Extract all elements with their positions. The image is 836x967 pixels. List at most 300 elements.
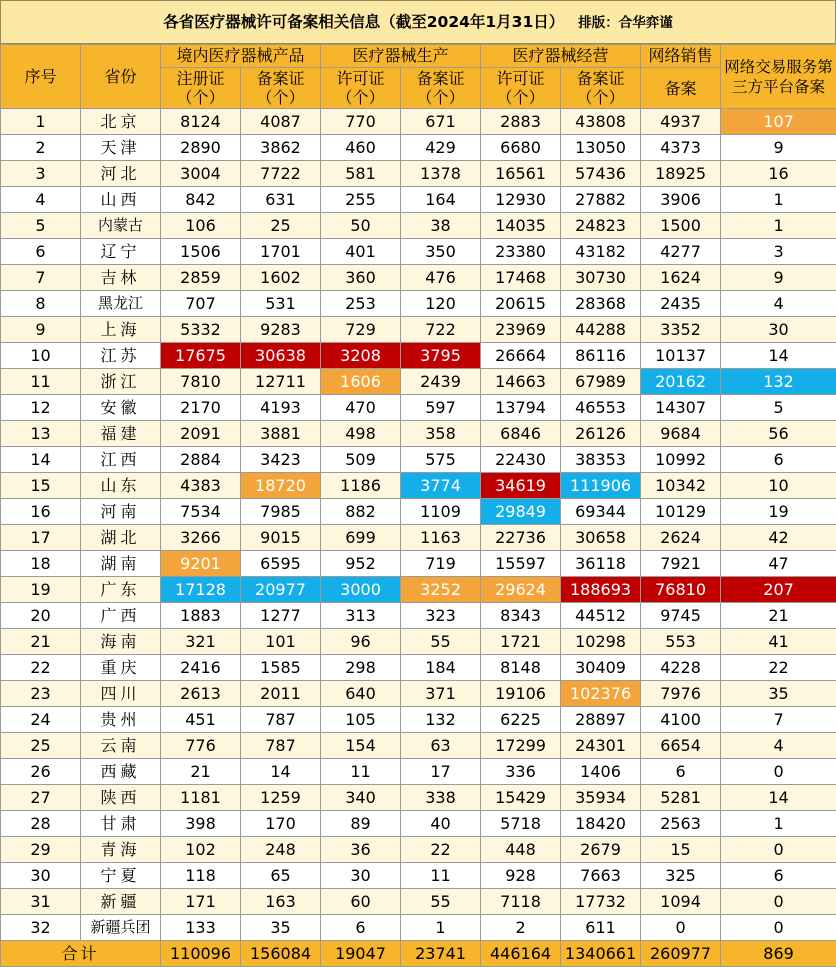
cell-value: 4383	[161, 473, 241, 499]
cell-value: 111906	[561, 473, 641, 499]
cell-value: 18925	[641, 161, 721, 187]
cell-value: 105	[321, 707, 401, 733]
cell-value: 581	[321, 161, 401, 187]
cell-value: 18420	[561, 811, 641, 837]
title-text: 各省医疗器械许可备案相关信息（截至2024年1月31日）	[163, 13, 564, 31]
cell-value: 7	[721, 707, 836, 733]
table-row	[1, 785, 836, 811]
cell-value: 952	[321, 551, 401, 577]
cell-province: 江西	[81, 447, 161, 473]
cell-value: 184	[401, 655, 481, 681]
cell-value: 10137	[641, 343, 721, 369]
total-value: 1340661	[561, 941, 641, 967]
cell-value: 597	[401, 395, 481, 421]
cell-value: 770	[321, 109, 401, 135]
cell-value: 4373	[641, 135, 721, 161]
cell-value: 9	[721, 135, 836, 161]
cell-value: 38353	[561, 447, 641, 473]
cell-province: 湖北	[81, 525, 161, 551]
total-value: 156084	[241, 941, 321, 967]
cell-value: 498	[321, 421, 401, 447]
cell-value: 23380	[481, 239, 561, 265]
cell-value: 14	[721, 785, 836, 811]
cell-value: 2624	[641, 525, 721, 551]
cell-value: 1163	[401, 525, 481, 551]
cell-value: 0	[721, 915, 836, 941]
cell-value: 207	[721, 577, 836, 603]
cell-value: 6225	[481, 707, 561, 733]
cell-value: 5	[721, 395, 836, 421]
cell-value: 2439	[401, 369, 481, 395]
cell-value: 4087	[241, 109, 321, 135]
cell-value: 882	[321, 499, 401, 525]
cell-value: 255	[321, 187, 401, 213]
total-value: 260977	[641, 941, 721, 967]
cell-value: 14307	[641, 395, 721, 421]
cell-seq: 11	[1, 369, 81, 395]
cell-value: 164	[401, 187, 481, 213]
cell-value: 509	[321, 447, 401, 473]
cell-seq: 13	[1, 421, 81, 447]
cell-value: 17	[401, 759, 481, 785]
table-title	[0, 0, 836, 44]
cell-province: 甘肃	[81, 811, 161, 837]
cell-value: 35	[721, 681, 836, 707]
cell-province: 广西	[81, 603, 161, 629]
table-row	[1, 603, 836, 629]
cell-province: 广东	[81, 577, 161, 603]
cell-province: 陕西	[81, 785, 161, 811]
header-reg-cert: 注册证（个）	[161, 68, 241, 109]
cell-value: 451	[161, 707, 241, 733]
cell-value: 30	[321, 863, 401, 889]
table-row	[1, 733, 836, 759]
cell-value: 28897	[561, 707, 641, 733]
table-row	[1, 447, 836, 473]
table-row	[1, 681, 836, 707]
cell-value: 17128	[161, 577, 241, 603]
cell-value: 30409	[561, 655, 641, 681]
cell-value: 1	[401, 915, 481, 941]
table-row	[1, 187, 836, 213]
cell-seq: 31	[1, 889, 81, 915]
cell-value: 16	[721, 161, 836, 187]
cell-value: 63	[401, 733, 481, 759]
cell-province: 山西	[81, 187, 161, 213]
cell-seq: 28	[1, 811, 81, 837]
cell-value: 47	[721, 551, 836, 577]
table-body	[1, 109, 836, 941]
cell-value: 0	[721, 889, 836, 915]
cell-value: 448	[481, 837, 561, 863]
cell-value: 15	[641, 837, 721, 863]
cell-value: 323	[401, 603, 481, 629]
cell-value: 1181	[161, 785, 241, 811]
cell-value: 26664	[481, 343, 561, 369]
cell-value: 9	[721, 265, 836, 291]
table-row	[1, 161, 836, 187]
cell-value: 170	[241, 811, 321, 837]
cell-value: 89	[321, 811, 401, 837]
cell-value: 2435	[641, 291, 721, 317]
cell-value: 928	[481, 863, 561, 889]
cell-value: 3000	[321, 577, 401, 603]
cell-value: 25	[241, 213, 321, 239]
total-value: 110096	[161, 941, 241, 967]
cell-value: 0	[721, 837, 836, 863]
cell-value: 360	[321, 265, 401, 291]
table-row	[1, 421, 836, 447]
cell-value: 40	[401, 811, 481, 837]
cell-value: 21	[161, 759, 241, 785]
cell-value: 2091	[161, 421, 241, 447]
header-province: 省份	[81, 45, 161, 109]
cell-province: 河南	[81, 499, 161, 525]
cell-value: 171	[161, 889, 241, 915]
cell-value: 2	[481, 915, 561, 941]
cell-seq: 21	[1, 629, 81, 655]
table-row	[1, 213, 836, 239]
cell-seq: 5	[1, 213, 81, 239]
total-value: 869	[721, 941, 836, 967]
cell-value: 3862	[241, 135, 321, 161]
cell-value: 3266	[161, 525, 241, 551]
cell-value: 7921	[641, 551, 721, 577]
cell-province: 重庆	[81, 655, 161, 681]
cell-value: 30	[721, 317, 836, 343]
cell-value: 28368	[561, 291, 641, 317]
cell-value: 2170	[161, 395, 241, 421]
cell-value: 0	[641, 915, 721, 941]
cell-value: 1	[721, 213, 836, 239]
cell-value: 102	[161, 837, 241, 863]
table-row	[1, 655, 836, 681]
cell-seq: 26	[1, 759, 81, 785]
cell-value: 15429	[481, 785, 561, 811]
table-row	[1, 473, 836, 499]
cell-province: 宁夏	[81, 863, 161, 889]
cell-value: 133	[161, 915, 241, 941]
cell-seq: 6	[1, 239, 81, 265]
cell-value: 7985	[241, 499, 321, 525]
table-row	[1, 577, 836, 603]
table-row	[1, 551, 836, 577]
cell-value: 321	[161, 629, 241, 655]
cell-value: 57436	[561, 161, 641, 187]
table-row	[1, 499, 836, 525]
cell-value: 9745	[641, 603, 721, 629]
cell-province: 天津	[81, 135, 161, 161]
cell-value: 106	[161, 213, 241, 239]
total-label: 合计	[1, 941, 161, 967]
table-row	[1, 863, 836, 889]
cell-seq: 18	[1, 551, 81, 577]
cell-value: 19106	[481, 681, 561, 707]
cell-value: 12711	[241, 369, 321, 395]
cell-value: 842	[161, 187, 241, 213]
cell-seq: 30	[1, 863, 81, 889]
cell-value: 4937	[641, 109, 721, 135]
title-note: 排版：合华弈谨	[578, 15, 673, 31]
cell-value: 707	[161, 291, 241, 317]
cell-seq: 14	[1, 447, 81, 473]
cell-province: 吉林	[81, 265, 161, 291]
cell-value: 3004	[161, 161, 241, 187]
cell-seq: 7	[1, 265, 81, 291]
header-license-2: 许可证（个）	[481, 68, 561, 109]
cell-value: 5718	[481, 811, 561, 837]
table-row	[1, 109, 836, 135]
cell-value: 2883	[481, 109, 561, 135]
cell-value: 313	[321, 603, 401, 629]
cell-value: 1	[721, 187, 836, 213]
cell-seq: 10	[1, 343, 81, 369]
cell-value: 30638	[241, 343, 321, 369]
data-table	[0, 44, 836, 967]
cell-value: 3774	[401, 473, 481, 499]
cell-province: 青海	[81, 837, 161, 863]
header-license: 许可证（个）	[321, 68, 401, 109]
cell-value: 2679	[561, 837, 641, 863]
cell-value: 9684	[641, 421, 721, 447]
cell-province: 西藏	[81, 759, 161, 785]
cell-value: 18720	[241, 473, 321, 499]
cell-value: 188693	[561, 577, 641, 603]
cell-value: 7976	[641, 681, 721, 707]
cell-value: 10298	[561, 629, 641, 655]
cell-value: 11	[401, 863, 481, 889]
cell-value: 2011	[241, 681, 321, 707]
cell-value: 6654	[641, 733, 721, 759]
cell-value: 2563	[641, 811, 721, 837]
cell-value: 42	[721, 525, 836, 551]
cell-value: 729	[321, 317, 401, 343]
cell-value: 9201	[161, 551, 241, 577]
cell-value: 631	[241, 187, 321, 213]
cell-value: 1500	[641, 213, 721, 239]
cell-value: 13050	[561, 135, 641, 161]
cell-value: 336	[481, 759, 561, 785]
cell-value: 10992	[641, 447, 721, 473]
cell-value: 14035	[481, 213, 561, 239]
cell-seq: 20	[1, 603, 81, 629]
table-row	[1, 889, 836, 915]
cell-value: 776	[161, 733, 241, 759]
cell-value: 1378	[401, 161, 481, 187]
cell-value: 9283	[241, 317, 321, 343]
cell-value: 19	[721, 499, 836, 525]
cell-value: 671	[401, 109, 481, 135]
cell-value: 1506	[161, 239, 241, 265]
cell-value: 2859	[161, 265, 241, 291]
cell-value: 36	[321, 837, 401, 863]
table-row	[1, 239, 836, 265]
cell-province: 内蒙古	[81, 213, 161, 239]
cell-value: 10342	[641, 473, 721, 499]
cell-value: 2416	[161, 655, 241, 681]
cell-value: 35	[241, 915, 321, 941]
cell-value: 8124	[161, 109, 241, 135]
cell-value: 325	[641, 863, 721, 889]
cell-value: 1186	[321, 473, 401, 499]
cell-value: 55	[401, 629, 481, 655]
cell-value: 17675	[161, 343, 241, 369]
cell-seq: 1	[1, 109, 81, 135]
cell-value: 3352	[641, 317, 721, 343]
cell-province: 安徽	[81, 395, 161, 421]
cell-value: 118	[161, 863, 241, 889]
cell-value: 6680	[481, 135, 561, 161]
cell-value: 3906	[641, 187, 721, 213]
cell-value: 1602	[241, 265, 321, 291]
cell-value: 1701	[241, 239, 321, 265]
cell-value: 1624	[641, 265, 721, 291]
table-row	[1, 135, 836, 161]
cell-value: 1606	[321, 369, 401, 395]
cell-value: 163	[241, 889, 321, 915]
cell-value: 17299	[481, 733, 561, 759]
cell-value: 17468	[481, 265, 561, 291]
cell-seq: 8	[1, 291, 81, 317]
cell-value: 1721	[481, 629, 561, 655]
cell-province: 北京	[81, 109, 161, 135]
cell-value: 10129	[641, 499, 721, 525]
cell-value: 1406	[561, 759, 641, 785]
cell-value: 44512	[561, 603, 641, 629]
cell-value: 2884	[161, 447, 241, 473]
cell-value: 611	[561, 915, 641, 941]
cell-value: 3795	[401, 343, 481, 369]
cell-value: 398	[161, 811, 241, 837]
cell-value: 3252	[401, 577, 481, 603]
cell-value: 4	[721, 733, 836, 759]
cell-seq: 9	[1, 317, 81, 343]
cell-value: 65	[241, 863, 321, 889]
cell-value: 22430	[481, 447, 561, 473]
header-online-sales-top: 网络销售	[641, 45, 721, 68]
cell-value: 1	[721, 811, 836, 837]
cell-seq: 12	[1, 395, 81, 421]
cell-value: 69344	[561, 499, 641, 525]
cell-value: 722	[401, 317, 481, 343]
cell-value: 5281	[641, 785, 721, 811]
cell-value: 699	[321, 525, 401, 551]
cell-seq: 29	[1, 837, 81, 863]
table-row	[1, 629, 836, 655]
cell-value: 2890	[161, 135, 241, 161]
cell-value: 7118	[481, 889, 561, 915]
cell-value: 14	[721, 343, 836, 369]
cell-seq: 15	[1, 473, 81, 499]
cell-value: 50	[321, 213, 401, 239]
cell-value: 553	[641, 629, 721, 655]
table-row	[1, 837, 836, 863]
header-third-party: 网络交易服务第三方平台备案	[721, 45, 836, 109]
cell-value: 101	[241, 629, 321, 655]
cell-value: 12930	[481, 187, 561, 213]
cell-value: 7663	[561, 863, 641, 889]
header-seq: 序号	[1, 45, 81, 109]
cell-value: 3423	[241, 447, 321, 473]
cell-value: 719	[401, 551, 481, 577]
header-filing-cert-2: 备案证（个）	[401, 68, 481, 109]
cell-value: 26126	[561, 421, 641, 447]
cell-value: 7534	[161, 499, 241, 525]
cell-value: 2613	[161, 681, 241, 707]
cell-province: 海南	[81, 629, 161, 655]
cell-province: 新疆	[81, 889, 161, 915]
cell-value: 38	[401, 213, 481, 239]
cell-value: 20615	[481, 291, 561, 317]
cell-value: 476	[401, 265, 481, 291]
cell-value: 340	[321, 785, 401, 811]
cell-value: 20977	[241, 577, 321, 603]
cell-province: 山东	[81, 473, 161, 499]
cell-value: 76810	[641, 577, 721, 603]
cell-seq: 17	[1, 525, 81, 551]
cell-value: 17732	[561, 889, 641, 915]
cell-value: 4100	[641, 707, 721, 733]
cell-value: 4193	[241, 395, 321, 421]
table-row	[1, 915, 836, 941]
cell-value: 22	[401, 837, 481, 863]
total-row	[1, 941, 836, 967]
cell-value: 298	[321, 655, 401, 681]
cell-seq: 4	[1, 187, 81, 213]
cell-province: 湖南	[81, 551, 161, 577]
cell-province: 四川	[81, 681, 161, 707]
cell-value: 35934	[561, 785, 641, 811]
cell-value: 120	[401, 291, 481, 317]
cell-value: 1883	[161, 603, 241, 629]
cell-value: 24823	[561, 213, 641, 239]
cell-value: 24301	[561, 733, 641, 759]
cell-value: 14	[241, 759, 321, 785]
cell-value: 20162	[641, 369, 721, 395]
table-row	[1, 811, 836, 837]
cell-value: 44288	[561, 317, 641, 343]
cell-value: 4228	[641, 655, 721, 681]
cell-value: 1094	[641, 889, 721, 915]
cell-value: 56	[721, 421, 836, 447]
cell-value: 531	[241, 291, 321, 317]
cell-province: 福建	[81, 421, 161, 447]
cell-value: 86116	[561, 343, 641, 369]
cell-value: 248	[241, 837, 321, 863]
cell-province: 辽宁	[81, 239, 161, 265]
cell-value: 11	[321, 759, 401, 785]
cell-value: 1259	[241, 785, 321, 811]
cell-seq: 19	[1, 577, 81, 603]
cell-value: 60	[321, 889, 401, 915]
cell-value: 132	[401, 707, 481, 733]
cell-value: 15597	[481, 551, 561, 577]
cell-value: 36118	[561, 551, 641, 577]
cell-value: 3881	[241, 421, 321, 447]
cell-value: 67989	[561, 369, 641, 395]
table-row	[1, 343, 836, 369]
table-row	[1, 317, 836, 343]
table-row	[1, 759, 836, 785]
cell-value: 132	[721, 369, 836, 395]
cell-value: 6	[721, 863, 836, 889]
cell-value: 107	[721, 109, 836, 135]
cell-value: 21	[721, 603, 836, 629]
total-value: 23741	[401, 941, 481, 967]
table-row	[1, 525, 836, 551]
total-value: 446164	[481, 941, 561, 967]
cell-seq: 23	[1, 681, 81, 707]
